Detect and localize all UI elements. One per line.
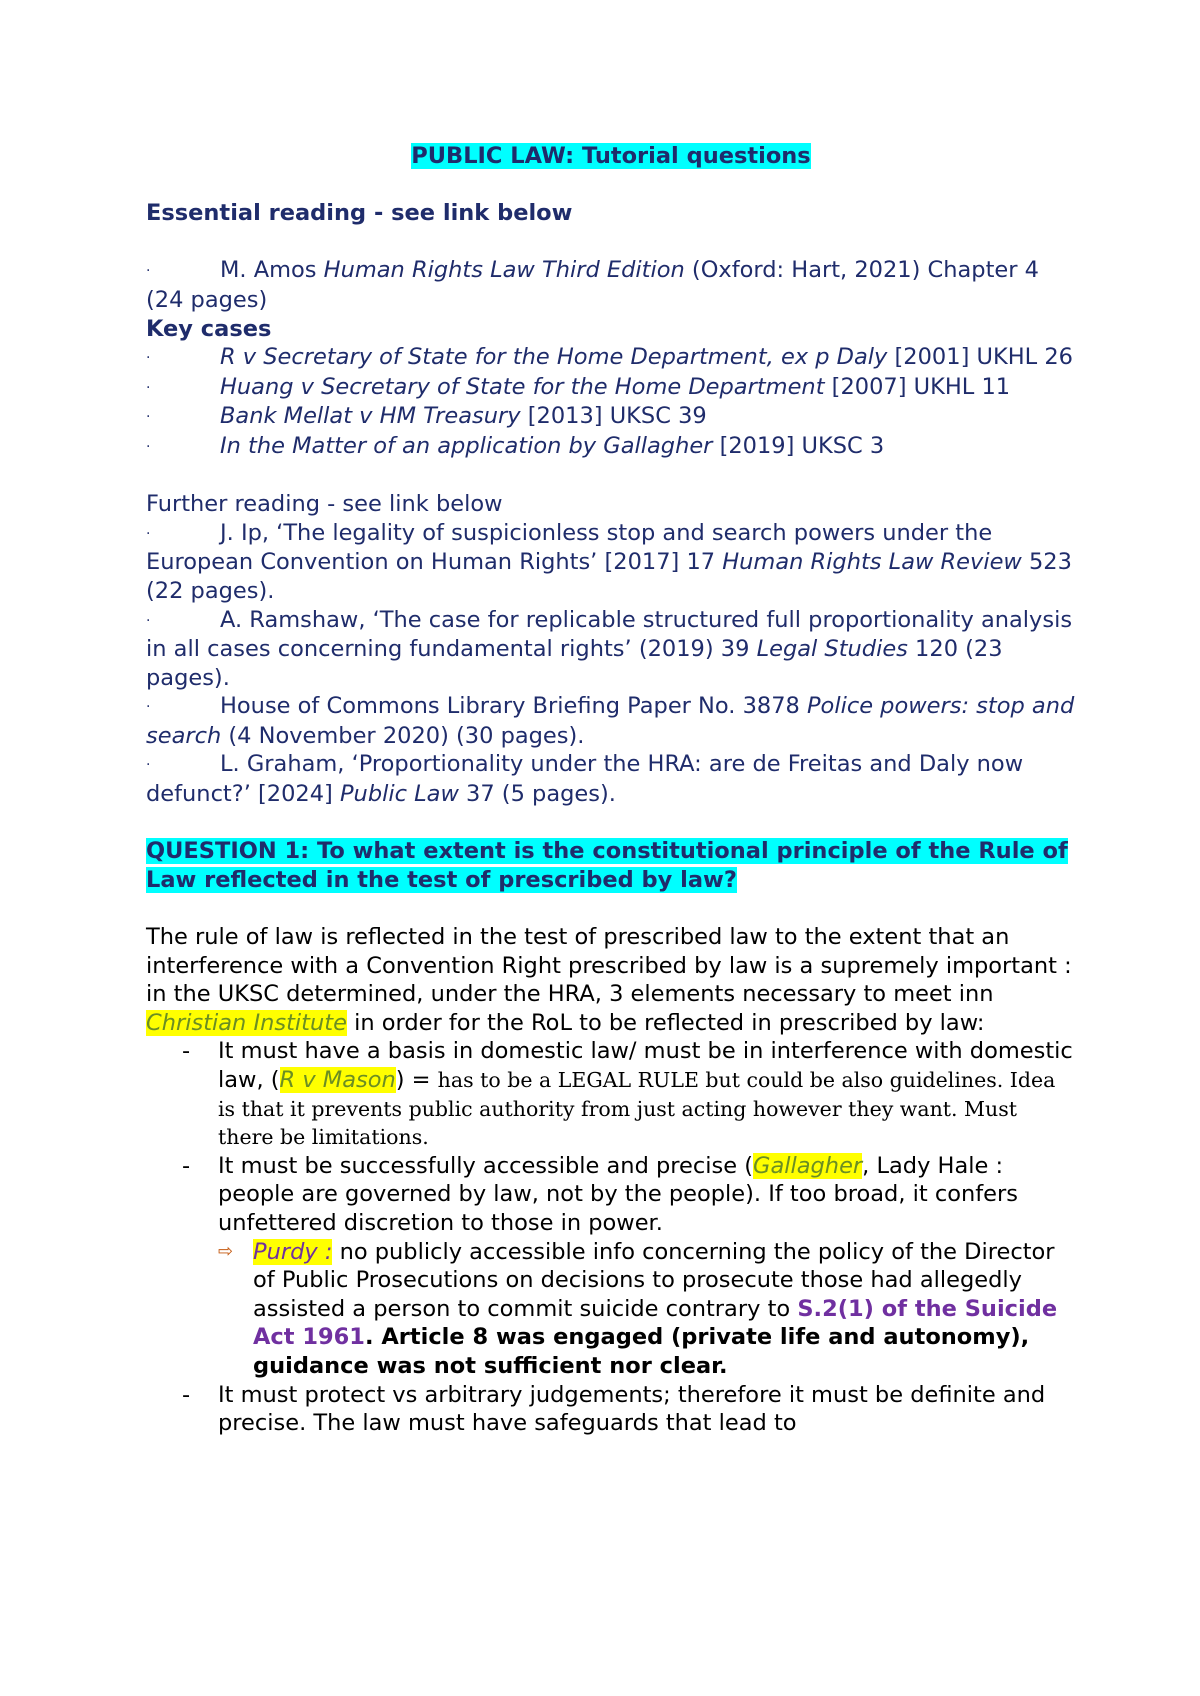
document-page: [146, 142, 1076, 1438]
further-pre: J. Ip, ‘The legality of suspicionless stop and search powers under the European Convention on Human Rights’ [2017] 17: [146, 519, 993, 576]
further-journal: Human Rights Law Review: [722, 549, 1022, 576]
bullet-dot: ·: [146, 409, 151, 426]
statute-suicide-act: S.2(1) of the Suicide Act 1961: [253, 1295, 1058, 1351]
dash-marker: -: [182, 1152, 191, 1179]
point-text: , Lady Hale : people are governed by law, not by the people). If too broad, it confers unfettered discretion to those in power.: [218, 1152, 1018, 1236]
key-case-name: Huang v Secretary of State for the Home Department: [220, 373, 825, 400]
spacer: [146, 894, 1076, 923]
key-case-name: In the Matter of an application by Gallagher: [220, 432, 713, 459]
further-reading-item: [146, 750, 1076, 808]
key-case-citation: [2001] UKHL 26: [887, 344, 1073, 371]
arrow-right-icon: ⇨: [218, 1240, 234, 1262]
case-gallagher: Gallagher: [753, 1152, 863, 1179]
further-post: 523 (22 pages).: [146, 549, 1072, 604]
key-case-name: Bank Mellat v HM Treasury: [220, 403, 521, 430]
list-item: [182, 1152, 1076, 1381]
essential-reading-item: [146, 256, 1076, 314]
question-heading-block: [146, 837, 1076, 894]
key-case-name: R v Secretary of State for the Home Department, ex p Daly: [220, 344, 888, 371]
key-case-citation: [2013] UKSC 39: [520, 403, 707, 430]
key-case-citation: [2019] UKSC 3: [712, 432, 885, 459]
point-note: has to be a LEGAL RULE but could be also guidelines. Idea is that it prevents public authority from just acting however they want. Must there be limitations.: [218, 1068, 1056, 1150]
essential-work: Human Rights Law Third Edition: [323, 257, 685, 284]
intro-text: The rule of law is reflected in the test of prescribed law to the extent that an interference with a Convention Right prescribed by law is a supremely important : in the UKSC determined, under the HRA, 3 elements necessary to meet inn: [146, 924, 1072, 1008]
point-text: It must have a basis in domestic law/ must be in interference with domestic law, (: [218, 1038, 1073, 1093]
point-text: It must be successfully accessible and precise (: [218, 1152, 754, 1179]
list-item: [182, 1037, 1076, 1151]
further-pre: L. Graham, ‘Proportionality under the HRA: are de Freitas and Daly now defunct?’ [2024]: [146, 751, 1024, 808]
further-journal: Public Law: [339, 781, 459, 808]
further-journal: Legal Studies: [756, 636, 908, 663]
bullet-dot: ·: [146, 438, 151, 455]
intro-text-end: in order for the RoL to be reflected in prescribed by law:: [346, 1009, 985, 1036]
dash-marker: -: [182, 1038, 191, 1065]
spacer: [146, 809, 1076, 838]
bullet-dot: ·: [146, 525, 151, 542]
spacer: [146, 228, 1076, 257]
sub-text-bold: . Article 8 was engaged (private life and autonomy), guidance was not sufficient nor clear.: [253, 1324, 1030, 1379]
key-case-item: [146, 343, 1076, 373]
spacer: [146, 171, 1076, 200]
further-reading-item: [146, 692, 1076, 750]
bullet-dot: ·: [146, 263, 151, 280]
key-case-item: [146, 373, 1076, 403]
spacer: [146, 462, 1076, 491]
further-reading-item: [146, 519, 1076, 606]
further-journal: Police powers: stop and search: [146, 693, 1075, 749]
elements-list: [146, 1037, 1076, 1437]
sub-text: no publicly accessible info concerning the policy of the Director of Public Prosecutions on decisions to prosecute those had allegedly assisted a person to commit suicide contrary to: [253, 1238, 1055, 1322]
case-r-v-mason: R v Mason: [279, 1067, 396, 1093]
further-pre: A. Ramshaw, ‘The case for replicable structured full proportionality analysis in all cases concerning fundamental rights’ (2019) 39: [146, 606, 1073, 663]
further-pre: House of Commons Library Briefing Paper No. 3878: [220, 693, 807, 720]
bullet-dot: ·: [146, 699, 151, 716]
essential-rest: (Oxford: Hart, 2021) Chapter 4 (24 pages): [146, 257, 1039, 313]
bullet-dot: ·: [146, 757, 151, 774]
case-purdy: Purdy :: [253, 1238, 333, 1265]
title-line: [146, 142, 1076, 171]
point-text: It must protect vs arbitrary judgements; therefore it must be definite and precise. The law must have safeguards that lead to: [218, 1381, 1046, 1437]
dash-marker: -: [182, 1381, 191, 1408]
question-1-heading: QUESTION 1: To what extent is the constitutional principle of the Rule of Law reflected in the test of prescribed by law?: [146, 838, 1068, 893]
further-reading-item: [146, 606, 1076, 693]
point-text: ) =: [395, 1067, 438, 1093]
key-case-citation: [2007] UKHL 11: [824, 373, 1011, 400]
further-reading-heading: Further reading - see link below: [146, 491, 503, 518]
page-title: PUBLIC LAW: Tutorial questions: [411, 143, 811, 169]
sub-list: [218, 1238, 1076, 1381]
further-post: 120 (23 pages).: [146, 636, 1003, 691]
case-christian-institute: Christian Institute: [146, 1009, 347, 1036]
question-1-intro: [146, 923, 1076, 1037]
bullet-dot: ·: [146, 612, 151, 629]
list-item: [182, 1381, 1076, 1438]
bullet-dot: ·: [146, 350, 151, 367]
further-post: 37 (5 pages).: [458, 781, 616, 808]
essential-reading-heading: Essential reading - see link below: [146, 200, 573, 227]
key-case-item: [146, 402, 1076, 432]
key-cases-heading: Key cases: [146, 315, 272, 342]
essential-author: M. Amos: [220, 257, 324, 284]
bullet-dot: ·: [146, 379, 151, 396]
sub-list-item: [218, 1238, 1076, 1381]
key-case-item: [146, 432, 1076, 462]
further-post: (4 November 2020) (30 pages).: [221, 722, 585, 749]
